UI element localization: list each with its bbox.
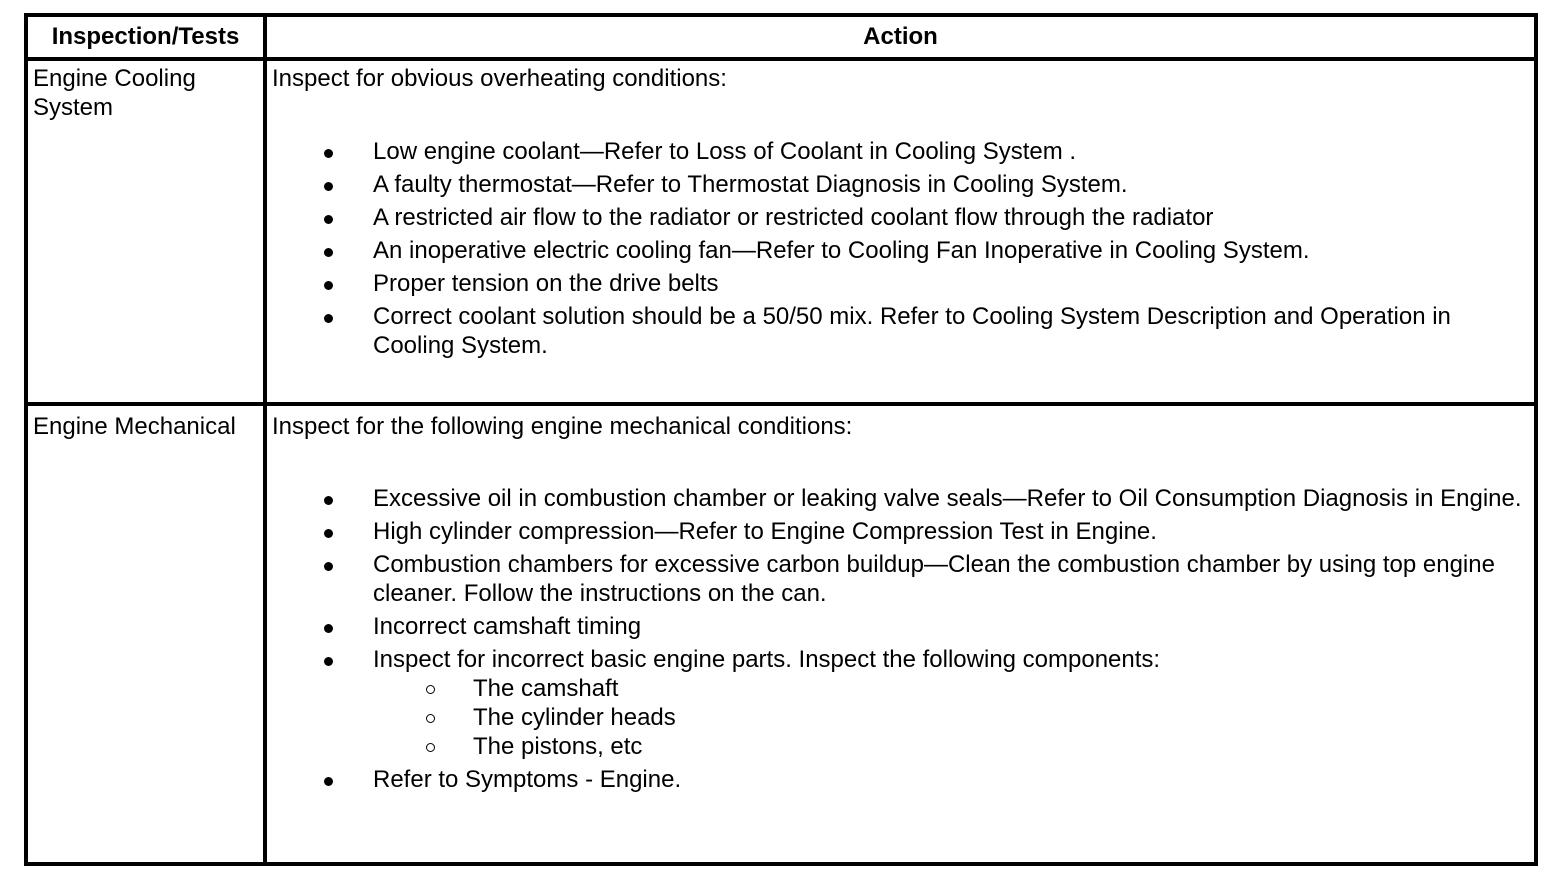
list-item (272, 550, 1532, 608)
list-item (272, 765, 1532, 794)
list-item (272, 302, 1532, 360)
list-item-text: Incorrect camshaft timing (373, 613, 642, 640)
bullet-icon (324, 314, 333, 323)
bullet-icon (324, 248, 333, 257)
circle-bullet-icon (426, 714, 435, 723)
bullet-icon (324, 657, 333, 666)
sub-list-item (373, 674, 1532, 703)
row-1-inspection: Engine Cooling System (33, 65, 196, 121)
inspection-table (24, 13, 1538, 866)
bullet-icon (324, 281, 333, 290)
list-item-text: Inspect for incorrect basic engine parts. Inspect the following components: (373, 646, 1161, 673)
row-1-action-list (272, 137, 1532, 364)
list-item-text: Combustion chambers for excessive carbon buildup—Clean the combustion chamber by using top engine cleaner. Follow the instructions on the can. (373, 551, 1495, 607)
list-item-text: High cylinder compression—Refer to Engine Compression Test in Engine. (373, 518, 1157, 545)
list-item (272, 236, 1532, 265)
header-divider (28, 57, 1534, 61)
list-item-text: Proper tension on the drive belts (373, 270, 719, 297)
row-2-intro: Inspect for the following engine mechanical conditions: (272, 413, 853, 440)
header-action: Action (863, 23, 938, 50)
list-item (272, 645, 1532, 761)
bullet-icon (324, 215, 333, 224)
bullet-icon (324, 149, 333, 158)
list-item (272, 269, 1532, 298)
bullet-icon (324, 182, 333, 191)
sub-list-item-text: The cylinder heads (473, 704, 676, 731)
sub-list-item-text: The camshaft (473, 675, 619, 702)
list-item (272, 612, 1532, 641)
bullet-icon (324, 496, 333, 505)
row-2-inspection: Engine Mechanical (33, 413, 236, 440)
sub-list-item (373, 732, 1532, 761)
column-divider (263, 17, 267, 862)
sub-list (373, 674, 1532, 761)
circle-bullet-icon (426, 743, 435, 752)
row-2-action-list (272, 484, 1532, 798)
list-item (272, 484, 1532, 513)
bullet-icon (324, 529, 333, 538)
list-item-text: Refer to Symptoms - Engine. (373, 766, 682, 793)
list-item-text: A faulty thermostat—Refer to Thermostat Diagnosis in Cooling System. (373, 171, 1128, 198)
bullet-icon (324, 562, 333, 571)
list-item (272, 137, 1532, 166)
list-item-text: Low engine coolant—Refer to Loss of Coolant in Cooling System . (373, 138, 1077, 165)
row-1-intro: Inspect for obvious overheating conditions: (272, 65, 727, 92)
sub-list-item-text: The pistons, etc (473, 733, 643, 760)
sub-list-item (373, 703, 1532, 732)
list-item (272, 203, 1532, 232)
list-item (272, 170, 1532, 199)
list-item (272, 517, 1532, 546)
list-item-text: Correct coolant solution should be a 50/50 mix. Refer to Cooling System Description and Operation in Cooling System. (373, 303, 1451, 359)
bullet-icon (324, 624, 333, 633)
circle-bullet-icon (426, 685, 435, 694)
list-item-text: Excessive oil in combustion chamber or leaking valve seals—Refer to Oil Consumption Diagnosis in Engine. (373, 485, 1522, 512)
list-item-text: An inoperative electric cooling fan—Refer to Cooling Fan Inoperative in Cooling System. (373, 237, 1310, 264)
row-divider (28, 402, 1534, 406)
list-item-text: A restricted air flow to the radiator or restricted coolant flow through the radiator (373, 204, 1214, 231)
header-inspection-tests: Inspection/Tests (51, 23, 240, 50)
bullet-icon (324, 777, 333, 786)
